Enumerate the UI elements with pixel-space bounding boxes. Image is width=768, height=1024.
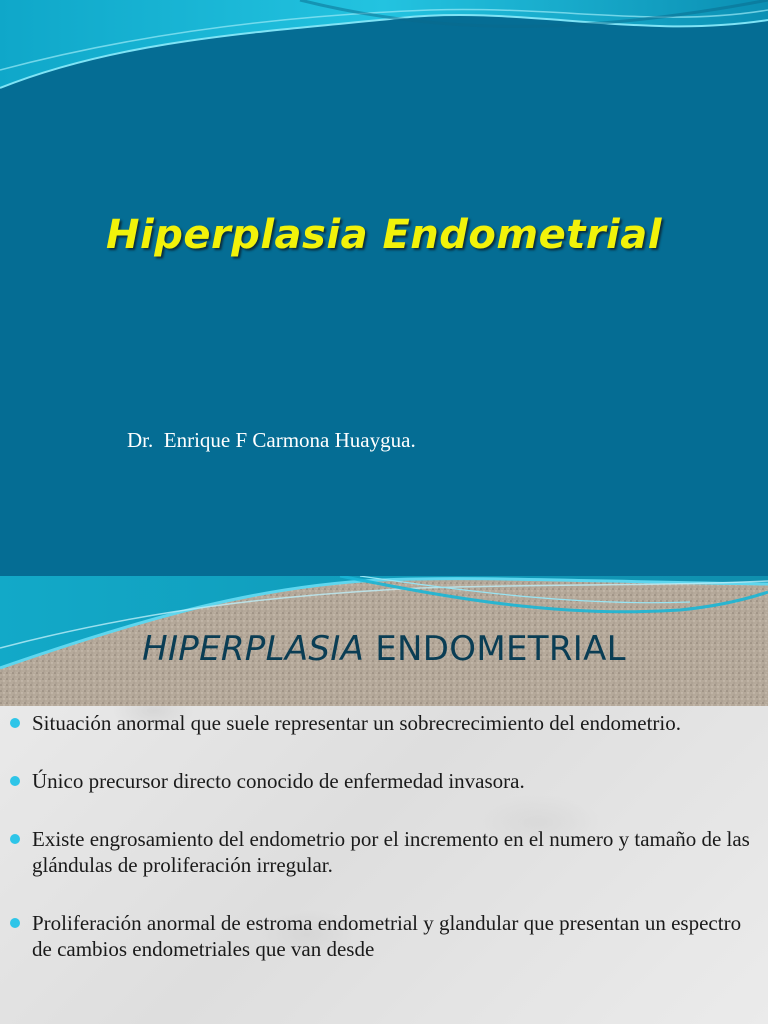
bullet-text: Existe engrosamiento del endometrio por el incremento en el numero y tamaño de las glándulas de proliferación irregular. [32,827,750,877]
wave-decoration [0,0,768,110]
slide-heading-italic: HIPERPLASIA [142,629,365,669]
bullet-text: Único precursor directo conocido de enfermedad invasora. [32,769,525,793]
bullet-text: Proliferación anormal de estroma endometrial y glandular que presentan un espectro de cambios endometriales que van desde [32,911,742,961]
bullet-item [8,910,760,962]
slide-heading [0,629,768,669]
bullet-dot-icon [10,776,20,786]
content-slide [0,576,768,1024]
slide-title: Hiperplasia Endometrial [106,212,662,258]
slide-heading-rest: ENDOMETRIAL [364,629,626,669]
bullet-item [8,710,760,736]
bullet-dot-icon [10,834,20,844]
bullet-item [8,768,760,794]
bullet-text: Situación anormal que suele representar un sobrecrecimiento del endometrio. [32,711,682,735]
bullet-item [8,826,760,878]
bullet-dot-icon [10,718,20,728]
bullet-dot-icon [10,918,20,928]
bullet-list [8,710,760,994]
author-name: Dr. Enrique F Carmona Huaygua. [127,428,416,452]
